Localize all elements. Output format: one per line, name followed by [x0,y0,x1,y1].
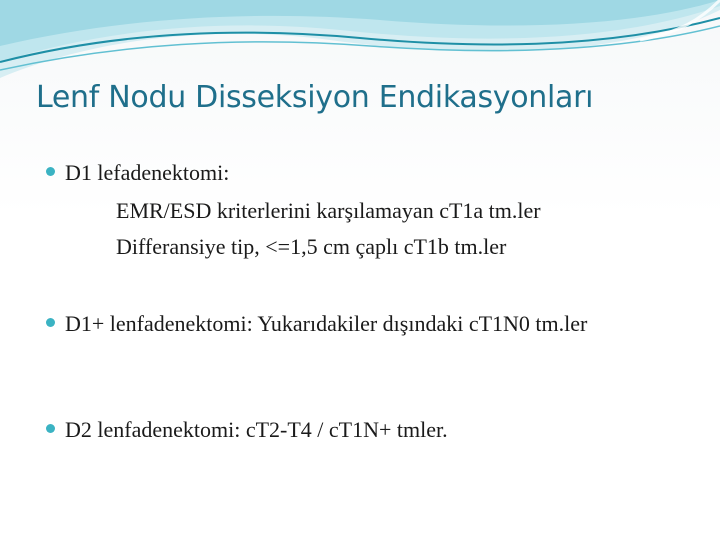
bullet-dot-icon [46,167,55,176]
bullet-item [46,159,665,187]
bullet-text: D1+ lenfadenektomi: Yukarıdakiler dışındaki cT1N0 tm.ler [65,311,588,336]
bullet-dot-icon [46,318,55,327]
sub-bullet-text: Differansiye tip, <=1,5 cm çaplı cT1b tm.ler [116,234,507,259]
header-wave-decoration [0,0,720,90]
sub-bullet-text: EMR/ESD kriterlerini karşılamayan cT1a tm.ler [116,198,541,223]
bullet-text: D2 lenfadenektomi: cT2-T4 / cT1N+ tmler. [65,417,448,442]
slide-title: Lenf Nodu Disseksiyon Endikasyonları [36,80,594,115]
bullet-text: D1 lefadenektomi: [65,160,230,185]
bullet-item [46,416,665,444]
bullet-dot-icon [46,424,55,433]
bullet-item [46,310,665,338]
